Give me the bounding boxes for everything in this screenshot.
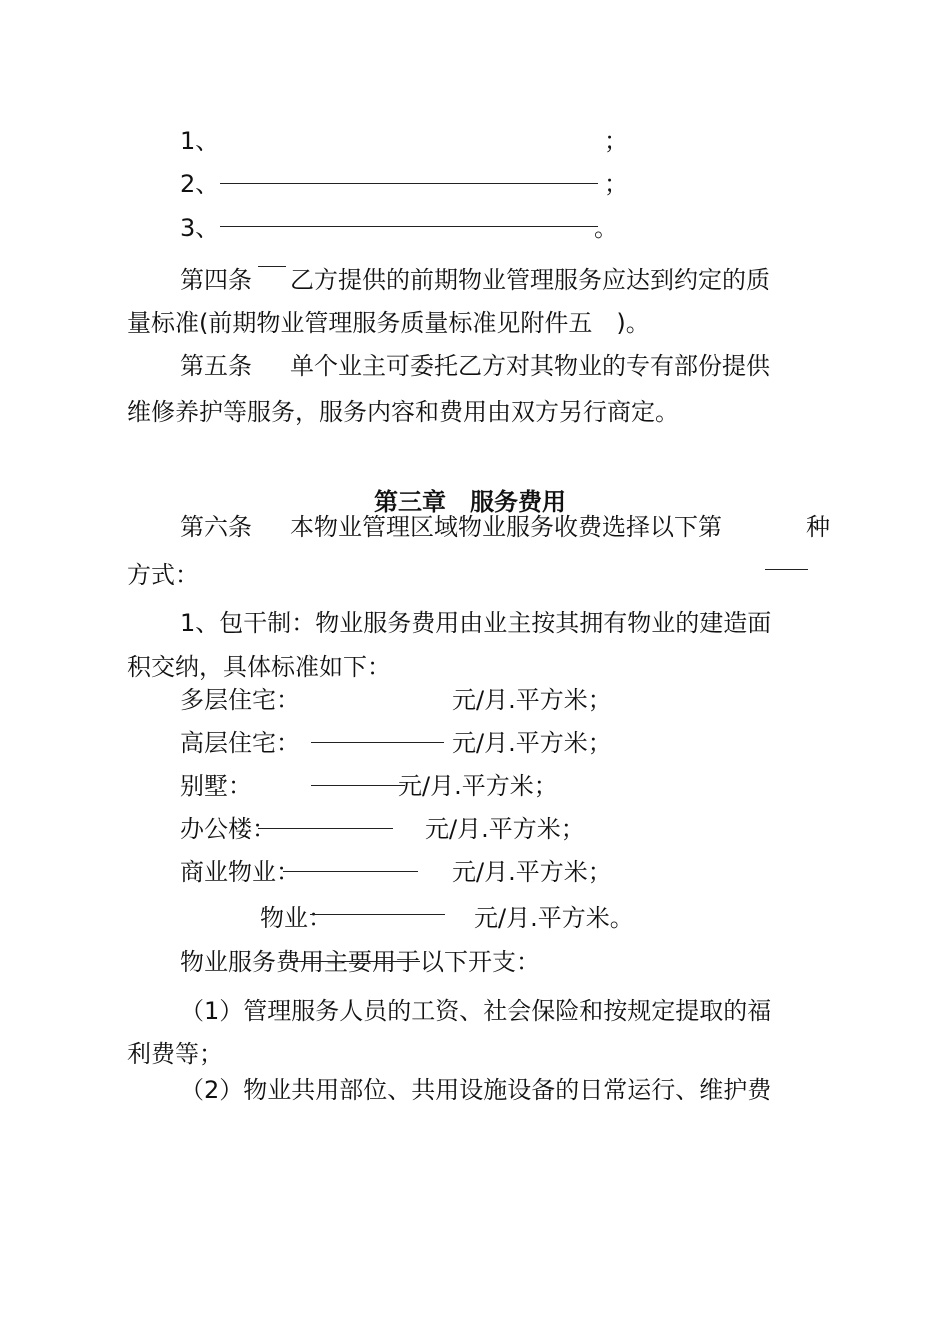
- fee-unit-high-rise: 元/月.平方米；: [452, 729, 612, 757]
- blank-line-3: [220, 226, 598, 227]
- list-item-2-number: 2、: [180, 170, 220, 198]
- blank-line-2: [220, 183, 598, 184]
- chapter-heading: 第三章 服务费用: [374, 488, 566, 516]
- fee-label-villa: 别墅：: [180, 772, 252, 800]
- fee-blank-commercial: [283, 871, 418, 872]
- expense-1-line2: 利费等；: [127, 1040, 223, 1068]
- fee-unit-commercial: 元/月.平方米；: [452, 858, 612, 886]
- article-4-label: 第四条: [180, 266, 252, 294]
- option-1-line1: 1、包干制：物业服务费用由业主按其拥有物业的建造面: [180, 609, 772, 637]
- article-4-text-line2: 量标准(前期物业管理服务质量标准见附件五 )。: [127, 309, 650, 337]
- fee-blank-other: [310, 914, 445, 915]
- article-5-label: 第五条: [180, 352, 252, 380]
- expense-2-line1: （2）物业共用部位、共用设施设备的日常运行、维护费: [180, 1076, 772, 1104]
- fee-label-office: 办公楼：: [180, 815, 276, 843]
- list-item-1-number: 1、: [180, 127, 220, 155]
- expense-1-line1: （1）管理服务人员的工资、社会保险和按规定提取的福: [180, 997, 772, 1025]
- fee-label-other: 物业：: [260, 904, 332, 932]
- fee-blank-villa: [311, 785, 405, 786]
- fee-unit-multi-storey: 元/月.平方米；: [452, 686, 612, 714]
- article-4-text-line1: 乙方提供的前期物业管理服务应达到约定的质: [290, 266, 770, 294]
- article-6-text-line1: 本物业管理区域物业服务收费选择以下第: [290, 513, 722, 541]
- list-item-3-number: 3、: [180, 214, 220, 242]
- fee-unit-other: 元/月.平方米。: [474, 904, 634, 932]
- fee-unit-office: 元/月.平方米；: [425, 815, 585, 843]
- article-5-text-line1: 单个业主可委托乙方对其物业的专有部份提供: [290, 352, 770, 380]
- list-item-1-end: ；: [604, 127, 628, 155]
- article-6-text-line2: 方式：: [127, 561, 199, 589]
- fee-label-multi-storey: 多层住宅：: [180, 686, 300, 714]
- fee-label-high-rise: 高层住宅：: [180, 729, 300, 757]
- expenses-intro: 物业服务费用主要用于以下开支：: [180, 948, 540, 976]
- article-6-label: 第六条: [180, 513, 252, 541]
- article-5-text-line2: 维修养护等服务，服务内容和费用由双方另行商定。: [127, 398, 679, 426]
- option-1-line2: 积交纳，具体标准如下：: [127, 653, 391, 681]
- article-4-rule: [258, 266, 286, 267]
- fee-unit-villa: 元/月.平方米；: [398, 772, 558, 800]
- article-6-choice-suffix: 种: [806, 513, 830, 541]
- fee-blank-high-rise: [311, 742, 444, 743]
- list-item-3-end: 。: [594, 214, 618, 242]
- choice-blank-line: [765, 569, 808, 570]
- list-item-2-end: ；: [604, 170, 628, 198]
- fee-label-commercial: 商业物业：: [180, 858, 300, 886]
- expenses-strike-line: [290, 961, 420, 962]
- fee-blank-office: [258, 828, 393, 829]
